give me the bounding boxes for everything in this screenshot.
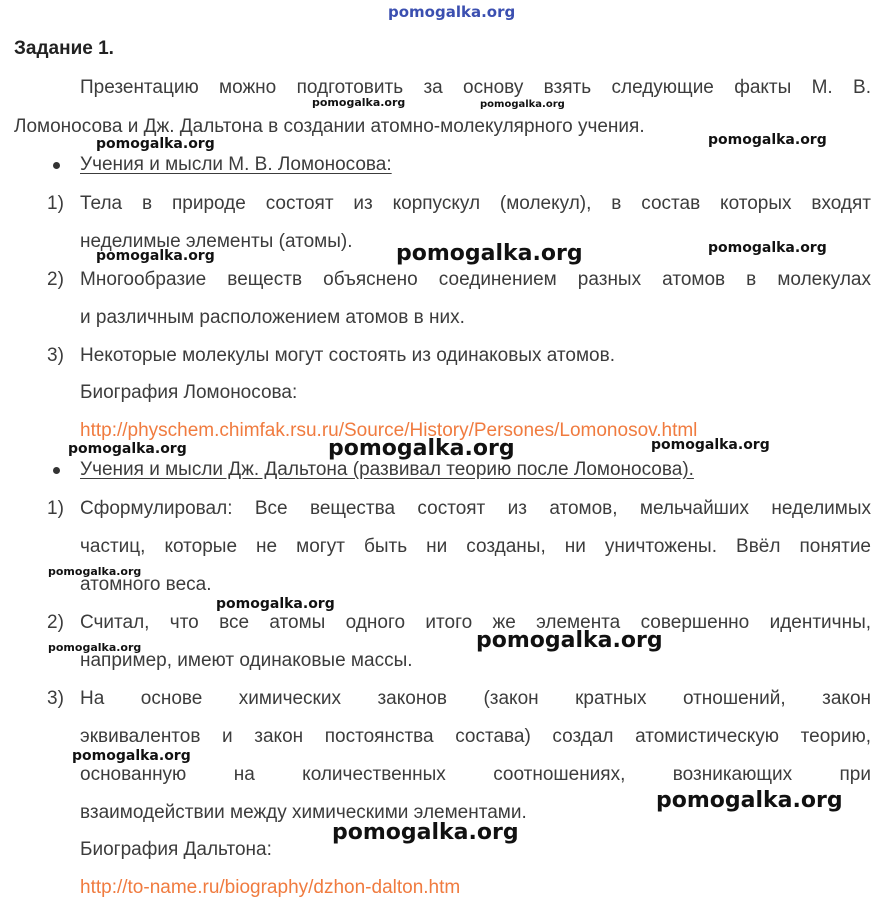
dalton-item-1-line-3: атомного веса. [80, 574, 212, 595]
watermark: pomogalka.org [328, 436, 515, 461]
dalton-item-3-line-4: взаимодействии между химическими элементами. [80, 802, 527, 823]
watermark: pomogalka.org [48, 641, 142, 654]
lomonosov-item-3-line-1: Некоторые молекулы могут состоять из одинаковых атомов. [80, 345, 615, 366]
dalton-bio-link[interactable]: http://to-name.ru/biography/dzhon-dalton.htm [80, 877, 461, 898]
dalton-bio-label: Биография Дальтона: [80, 839, 272, 860]
lomonosov-bio-label: Биография Ломоносова: [80, 382, 298, 403]
watermark: pomogalka.org [480, 99, 565, 110]
watermark: pomogalka.org [72, 748, 191, 764]
dalton-item-1-line-2: частиц, которые не могут быть ни созданы, ни уничтожены. Ввёл понятие [80, 536, 871, 557]
lomonosov-item-2-line-2: и различным расположением атомов в них. [80, 307, 465, 328]
watermark: pomogalka.org [708, 132, 827, 148]
intro-line-2: Ломоносова и Дж. Дальтона в создании атомно-молекулярного учения. [14, 116, 645, 137]
watermark: pomogalka.org [476, 628, 663, 653]
dalton-item-1-num: 1) [47, 498, 64, 519]
dalton-item-3-line-3: основанную на количественных соотношениях, возникающих при [80, 764, 871, 785]
dalton-item-2-line-2: например, имеют одинаковые массы. [80, 650, 413, 671]
watermark: pomogalka.org [396, 241, 583, 266]
lomonosov-item-1-num: 1) [47, 193, 64, 214]
watermark: pomogalka.org [96, 136, 215, 152]
watermark: pomogalka.org [651, 437, 770, 453]
lomonosov-item-2-num: 2) [47, 269, 64, 290]
dalton-item-2-num: 2) [47, 612, 64, 633]
watermark: pomogalka.org [68, 441, 187, 457]
dalton-item-3-num: 3) [47, 688, 64, 709]
watermark: pomogalka.org [656, 788, 843, 813]
watermark: pomogalka.org [48, 565, 142, 578]
watermark: pomogalka.org [312, 96, 406, 109]
watermark: pomogalka.org [216, 596, 335, 612]
intro-line-1: Презентацию можно подготовить за основу взять следующие факты М. В. [80, 77, 871, 98]
dalton-item-3-line-1: На основе химических законов (закон кратных отношений, закон [80, 688, 871, 709]
bullet-dalton [53, 467, 60, 474]
watermark: pomogalka.org [708, 240, 827, 256]
bullet-lomonosov [53, 162, 60, 169]
site-header-watermark: pomogalka.org [388, 3, 516, 21]
watermark: pomogalka.org [96, 248, 215, 264]
watermark: pomogalka.org [332, 820, 519, 845]
task-title: Задание 1. [14, 38, 114, 59]
dalton-item-2-line-1: Считал, что все атомы одного итого же элемента совершенно идентичны, [80, 612, 871, 633]
lomonosov-item-1-line-1: Тела в природе состоят из корпускул (молекул), в состав которых входят [80, 193, 871, 214]
lomonosov-item-1-line-2: неделимые элементы (атомы). [80, 231, 353, 252]
dalton-item-1-line-1: Сформулировал: Все вещества состоят из атомов, мельчайших неделимых [80, 498, 871, 519]
lomonosov-item-2-line-1: Многообразие веществ объяснено соединением разных атомов в молекулах [80, 269, 871, 290]
lomonosov-heading: Учения и мысли М. В. Ломоносова: [80, 154, 392, 175]
dalton-item-3-line-2: эквивалентов и закон постоянства состава) создал атомистическую теорию, [80, 726, 871, 747]
lomonosov-item-3-num: 3) [47, 345, 64, 366]
dalton-heading: Учения и мысли Дж. Дальтона (развивал теорию после Ломоносова). [80, 459, 694, 480]
lomonosov-bio-link[interactable]: http://physchem.chimfak.rsu.ru/Source/History/Persones/Lomonosov.html [80, 420, 698, 441]
